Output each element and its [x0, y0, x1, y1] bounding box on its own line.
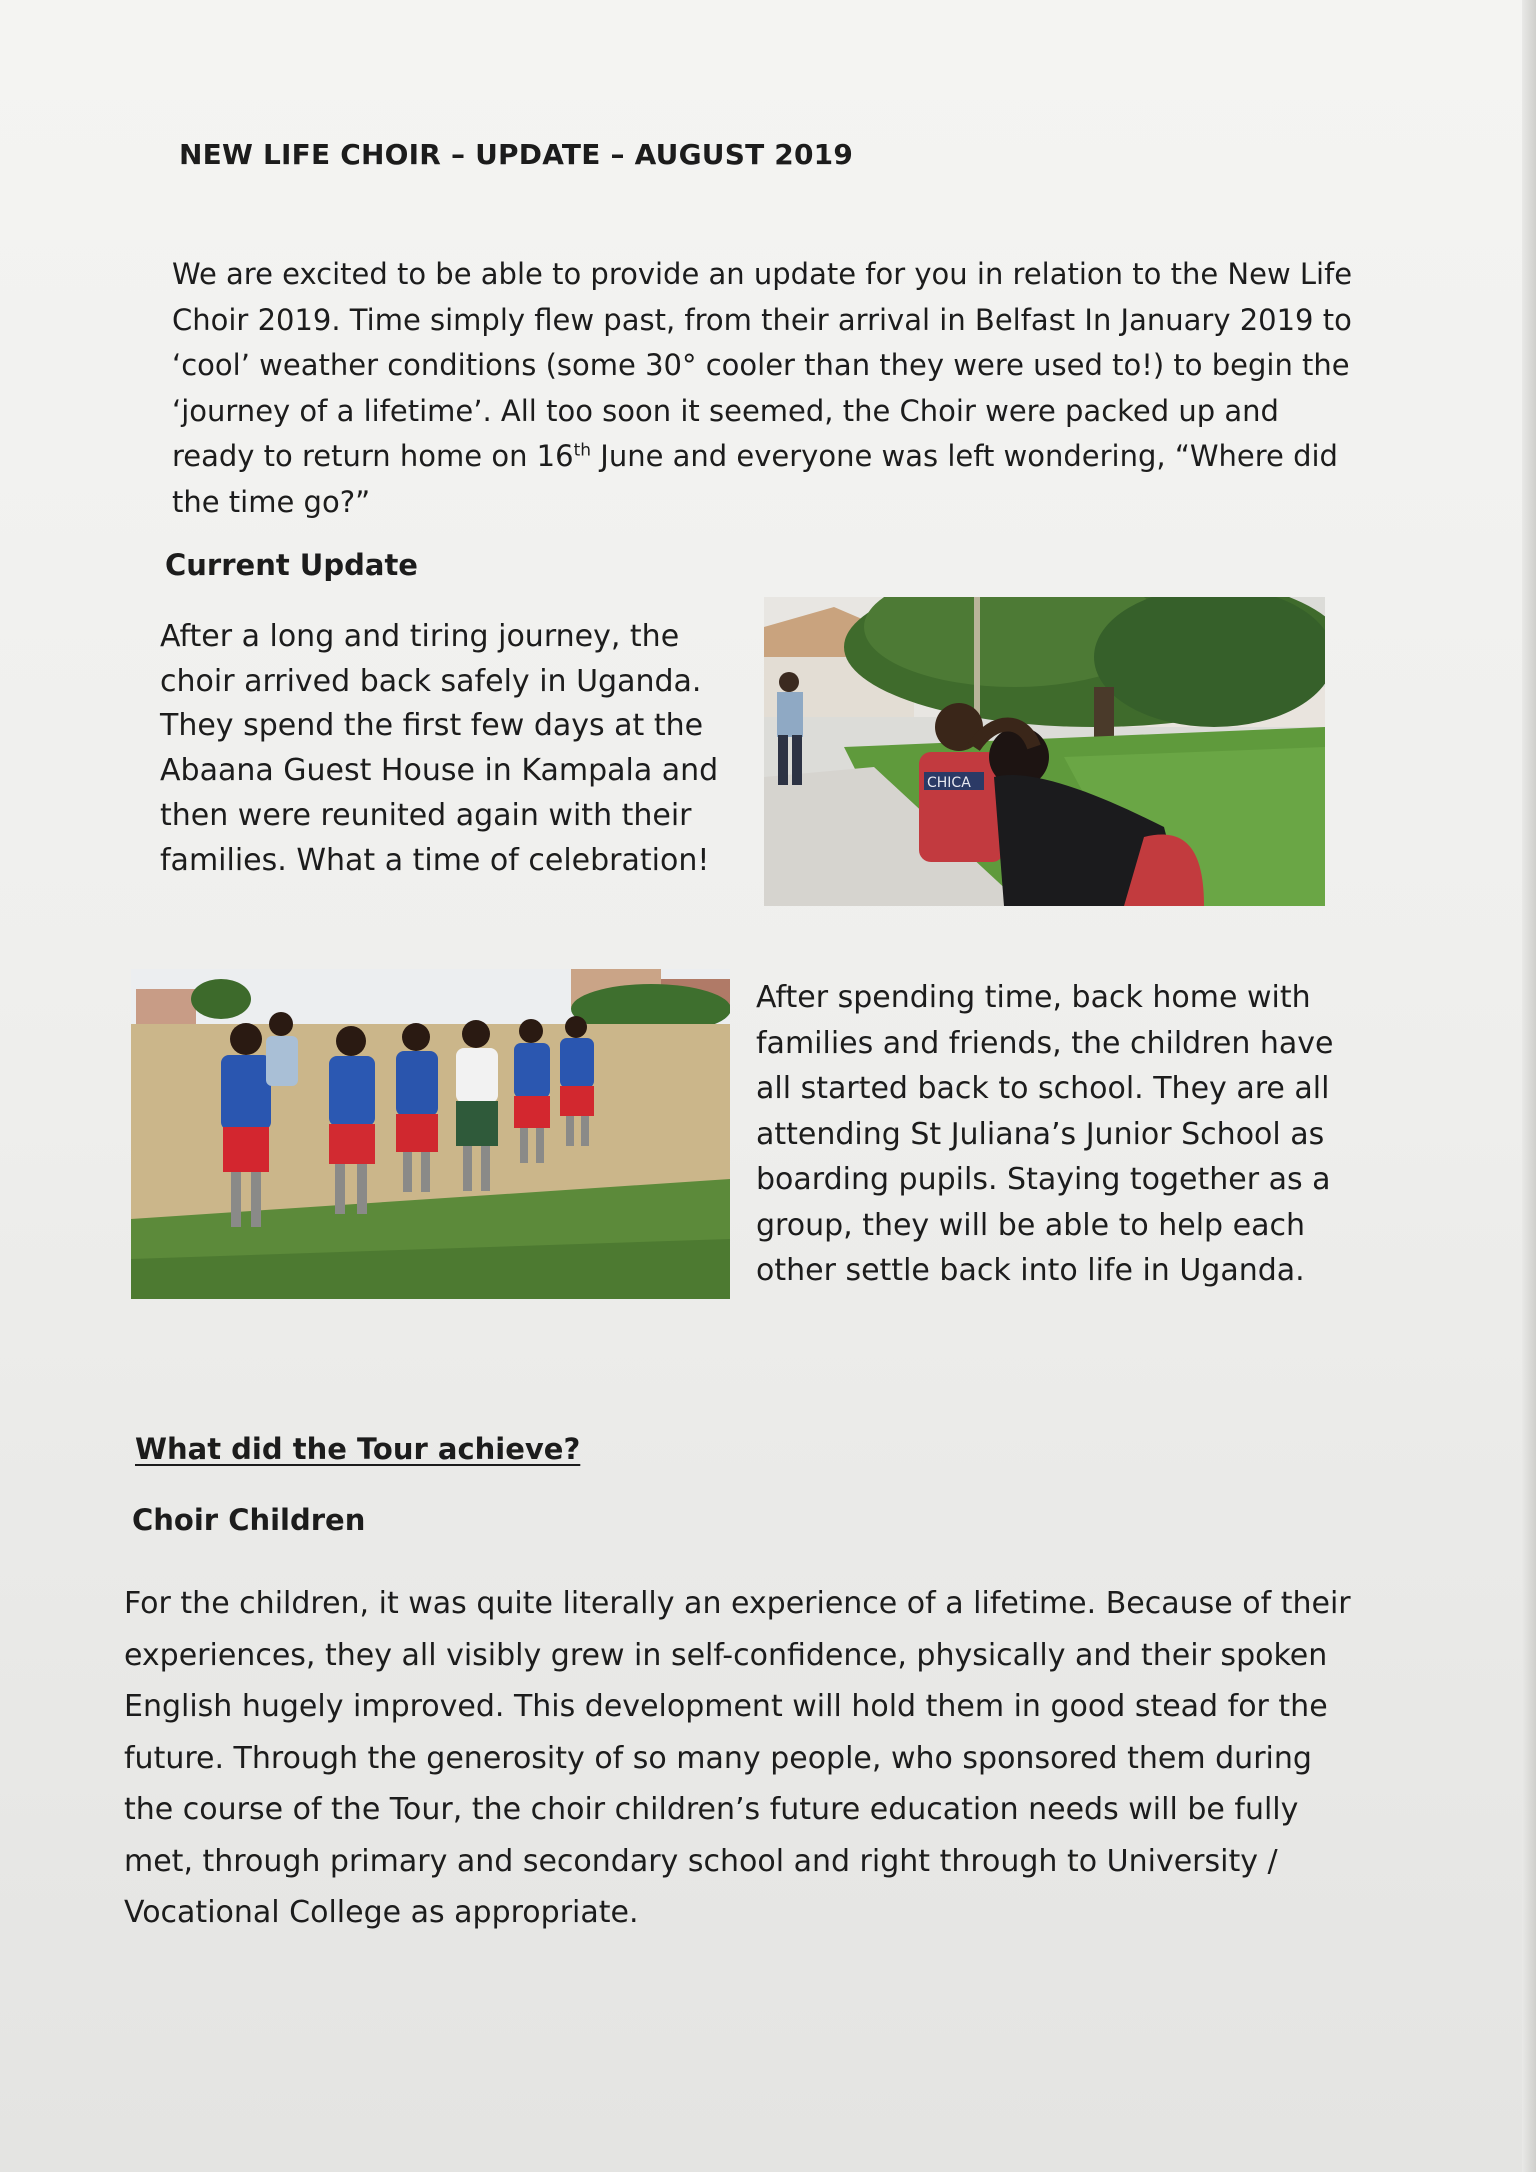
- intro-paragraph: We are excited to be able to provide an update for you in relation to the New Life Choir 2019. Time simply flew past, from their arrival in Belfast In January 2019 to ‘cool’ weather conditions (some 30° cooler than they were used to!) to begin the ‘journey of a lifetime’. All too soon it seemed, the Choir were packed up and ready to return home on 16th June and everyone was left wondering, “Where did the time go?”: [172, 257, 1353, 519]
- ordinal-suffix: th: [573, 440, 592, 461]
- current-update-paragraph: After a long and tiring journey, the choir arrived back safely in Uganda. They spend the first few days at the Abaana Guest House in Kampala and then were reunited again with their families. What a time of celebration!: [160, 619, 719, 878]
- shirt-lettering: CHICA: [927, 775, 971, 791]
- school-children-photo: [131, 969, 730, 1299]
- choir-children-paragraph: For the children, it was quite literally an experience of a lifetime. Because of their experiences, they all visibly grew in self-confidence, physically and their spoken English hugely improved. This development will hold them in good stead for the future. Through the generosity of so many people, who sponsored them during the course of the Tour, the choir children’s future education needs will be fully met, through primary and secondary school and right through to University / Vocational College as appropriate.: [124, 1586, 1351, 1930]
- current-update-heading: Current Update: [165, 548, 418, 582]
- school-paragraph: After spending time, back home with families and friends, the children have all started back to school. They are all attending St Juliana’s Junior School as boarding pupils. Staying together as a group, they will be able to help each other settle back into life in Uganda.: [756, 980, 1334, 1288]
- reunion-photo: [764, 597, 1325, 906]
- choir-children-heading: Choir Children: [132, 1503, 366, 1537]
- paper-edge: [1522, 0, 1536, 2172]
- document-title: NEW LIFE CHOIR – UPDATE – AUGUST 2019: [179, 138, 854, 171]
- tour-heading: What did the Tour achieve?: [135, 1432, 581, 1466]
